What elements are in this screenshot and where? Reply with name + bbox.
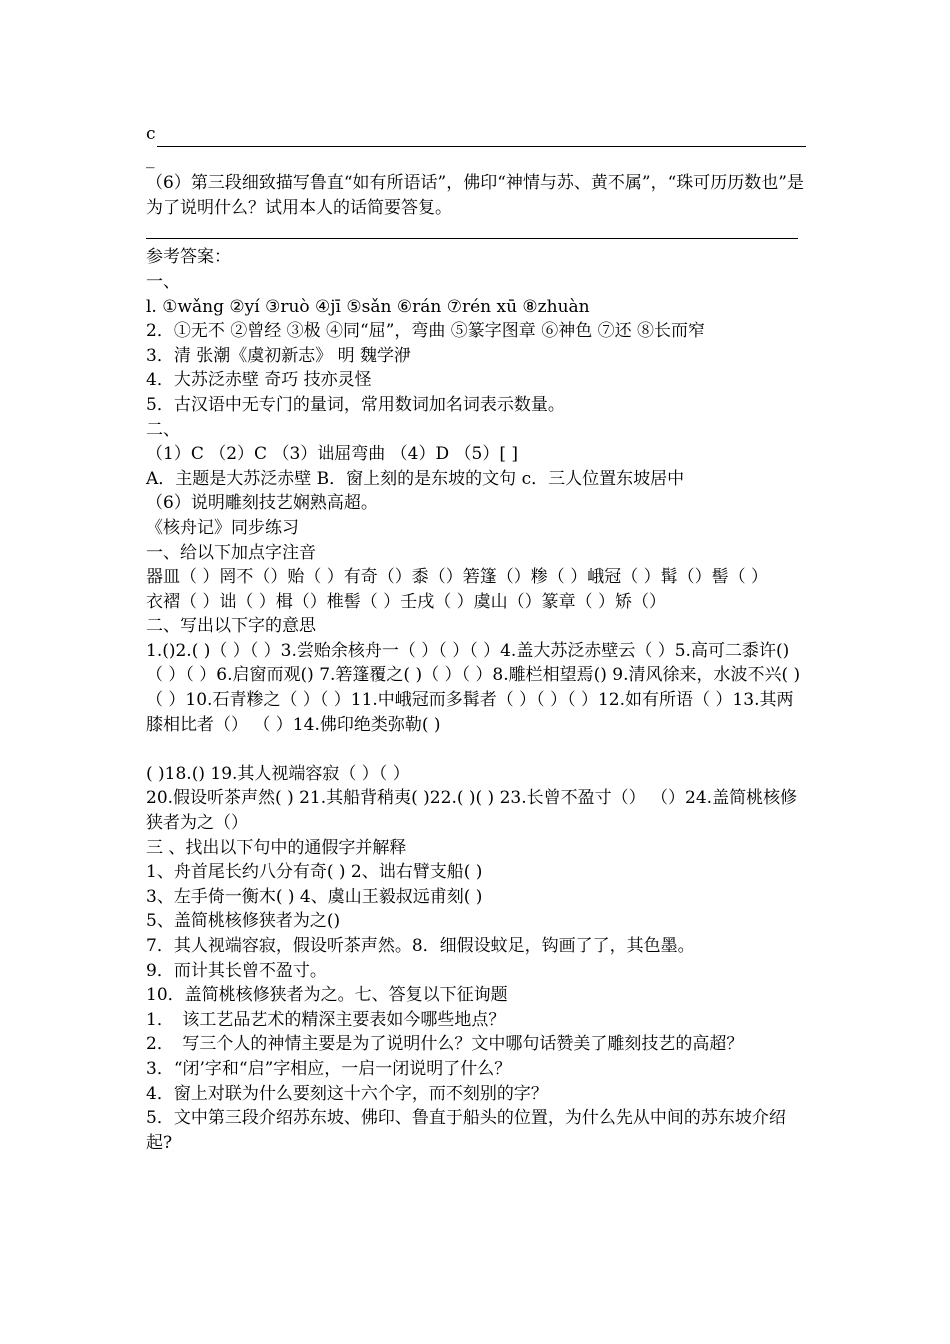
tongjia-3: 5、盖简桃核修狭者为之() xyxy=(146,911,341,932)
answer-rule xyxy=(146,220,798,239)
section-2-title: 二、写出以下字的意思 xyxy=(146,616,316,637)
section-3-title: 三 、找出以下句中的通假字并解释 xyxy=(146,837,407,858)
pinyin-items-2: 衣褶（ ）诎（ ）楫（）椎髻（ ）壬戌（ ）虞山（）篆章（ ）矫（） xyxy=(146,591,667,612)
pinyin-items-1: 器皿（ ）罔不（）贻（ ）有奇（）黍（）箬篷（）糁（ ）峨冠（ ）髯（）髻（ ） xyxy=(146,567,769,588)
answers-section-2: 二、 xyxy=(146,419,180,440)
meaning-items-1: 1.()2.( )（ ）（ ）3.尝贻余核舟一（ ）（ ）（ ）4.盖大苏泛赤壁云（ ）5.高可二黍许()（ ）（ ）6.启窗而观() 7.箬篷覆之( )（ ）（ ）8.雕栏相望焉() 9.清风徐来，水波不兴( )（ ）10.石青糁之（ ）（ ）11.中峨冠而多髯者（ ）（ ）（ ）12.如有所语（ ）13.其两膝相比者（） （ ）14.佛印绝类弥勒( ) xyxy=(146,640,801,735)
section-1-title: 一、给以下加点字注音 xyxy=(146,542,316,563)
stray-mark: _ xyxy=(146,148,155,169)
meaning-items-2: ( )18.() 19.其人视端容寂（ ）（ ） xyxy=(146,763,410,784)
c-prefix: c xyxy=(146,124,156,144)
tongjia-9: 9．而计其长曾不盈寸。 xyxy=(146,960,327,981)
blank-line xyxy=(146,737,806,762)
answer-5: 5．古汉语中无专门的量词，常用数词加名词表示数量。 xyxy=(146,394,565,415)
tongjia-10: 10．盖简桃核修狭者为之。七、答复以下征询题 xyxy=(146,985,508,1006)
question-4: 4．窗上对联为什么要刻这十六个字，而不刻别的字？ xyxy=(146,1083,548,1104)
answers-title: 参考答案： xyxy=(146,247,231,268)
meaning-items-3: 20.假设听茶声然( ) 21.其船背稍夷( )22.( )( ) 23.长曾不盈寸（） （）24.盖简桃核修狭者为之（） xyxy=(146,788,798,834)
underline-rule xyxy=(157,130,806,147)
answer-4: 4．大苏泛赤壁 奇巧 技亦灵怪 xyxy=(146,370,372,391)
document-page xyxy=(146,122,806,1155)
tongjia-2: 3、左手倚一衡木( ) 4、虞山王毅叔远甫刻( ) xyxy=(146,886,483,907)
tongjia-1: 1、舟首尾长约八分有奇( ) 2、诎右臂支船( ) xyxy=(146,862,483,883)
practice-title: 《核舟记》同步练习 xyxy=(146,517,299,538)
answers-section-1: 一、 xyxy=(146,271,180,292)
answer-2: 2．①无不 ②曾经 ③极 ④同“屈”，弯曲 ⑤篆字图章 ⑥神色 ⑦还 ⑧长而窄 xyxy=(146,321,706,342)
answer-b2: A．主题是大苏泛赤壁 B．窗上刻的是东坡的文句 c．三人位置东坡居中 xyxy=(146,468,685,489)
tongjia-7: 7．其人视端容寂，假设听茶声然。8．细假设蚊足，钩画了了，其色墨。 xyxy=(146,936,695,956)
answer-line-c xyxy=(146,122,806,147)
answer-3: 3．清 张潮《虞初新志》 明 魏学洢 xyxy=(146,345,412,366)
question-1: 1． 该工艺品艺术的精深主要表如今哪些地点？ xyxy=(146,1009,506,1030)
question-3: 3．“闭’字和“启”字相应，一启一闭说明了什么？ xyxy=(146,1058,512,1079)
answer-b1: （1）C （2）C （3）诎屈弯曲 （4）D （5）[ ] xyxy=(146,444,519,465)
question-5: 5．文中第三段介绍苏东坡、佛印、鲁直于船头的位置，为什么先从中间的苏东坡介绍起? xyxy=(146,1108,786,1153)
answer-b3: （6）说明雕刻技艺娴熟高超。 xyxy=(146,493,378,514)
answer-1: l. ①wǎng ②yí ③ruò ④jī ⑤sǎn ⑥rán ⑦rén xū ⑧zhuàn xyxy=(146,296,590,317)
question-2: 2． 写三个人的神情主要是为了说明什么？文中哪句话赞美了雕刻技艺的高超？ xyxy=(146,1034,744,1055)
question-6: （6）第三段细致描写鲁直“如有所语话”，佛印“神情与苏、黄不属”，“珠可历历数也”是为了说明什么？试用本人的话简要答复。 xyxy=(146,173,804,218)
